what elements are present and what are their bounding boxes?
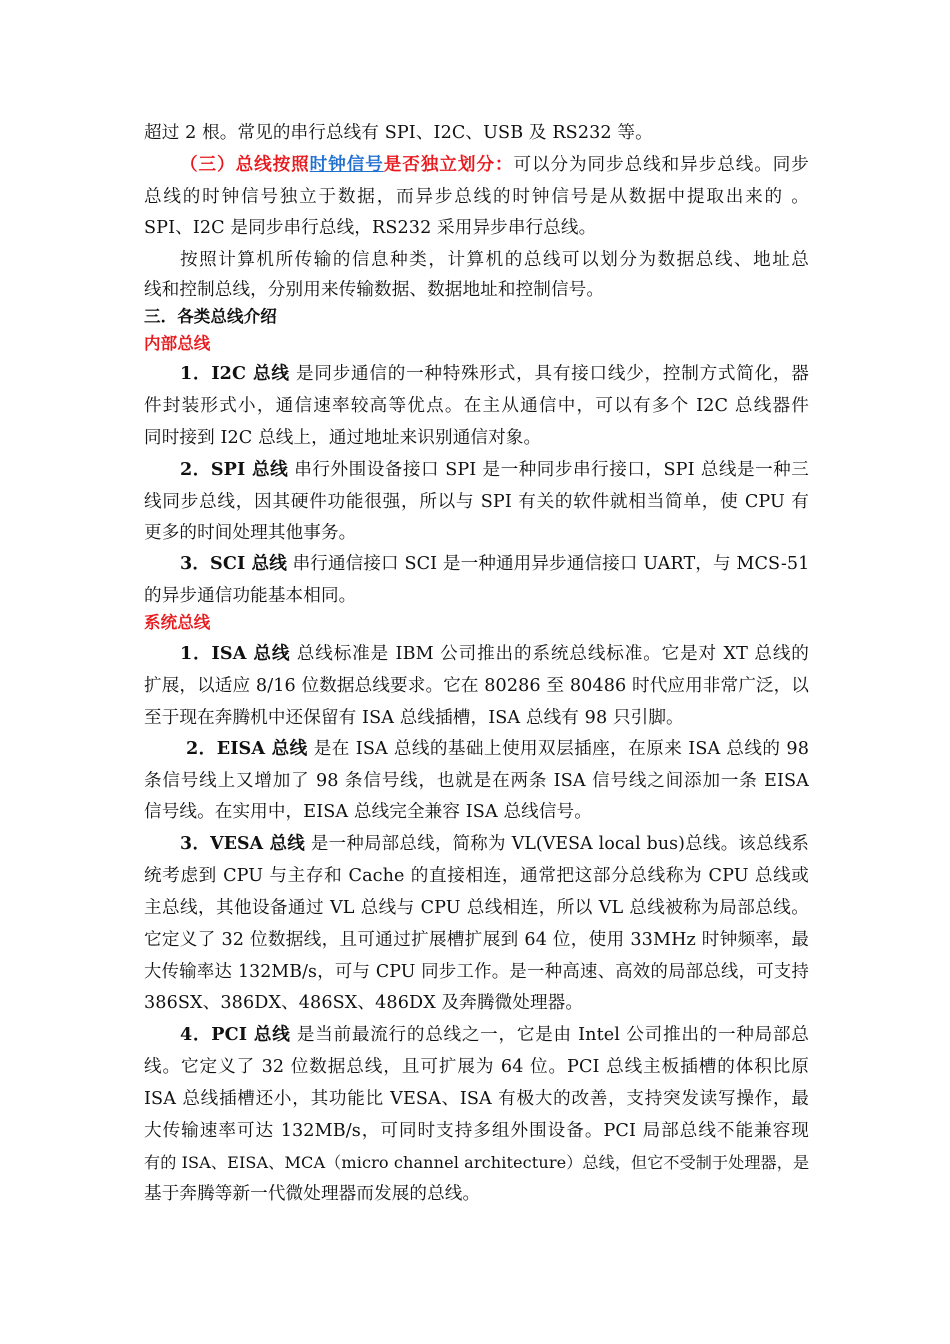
- paragraph-line: 件封装形式小，通信速率较高等优点。在主从通信中，可以有多个 I2C 总线器件: [144, 396, 809, 416]
- item-title: 3．SCI 总线: [180, 553, 287, 574]
- paragraph-line: 线同步总线，因其硬件功能很强，所以与 SPI 有关的软件就相当简单，使 CPU 有: [144, 492, 809, 512]
- paragraph-line: 更多的时间处理其他事务。: [144, 523, 357, 543]
- pci-line: [144, 1019, 809, 1051]
- item-text: 总线标准是 IBM 公司推出的系统总线标准。它是对 XT 总线的: [290, 644, 809, 664]
- subsection-heading-system-bus: 系统总线: [144, 613, 211, 632]
- paragraph-line: SPI、I2C 是同步串行总线，RS232 采用异步串行总线。: [144, 218, 597, 238]
- paragraph-line: 大传输速率可达 132MB/s，可同时支持多组外围设备。PCI 局部总线不能兼容现: [144, 1121, 809, 1141]
- sci-line: [144, 548, 809, 580]
- paragraph-line: 基于奔腾等新一代微处理器而发展的总线。: [144, 1184, 481, 1204]
- paragraph-line: 线。它定义了 32 位数据总线，且可扩展为 64 位。PCI 总线主板插槽的体积比原: [144, 1057, 809, 1077]
- paragraph-line: 条信号线上又增加了 98 条信号线，也就是在两条 ISA 信号线之间添加一条 EISA: [144, 771, 809, 791]
- paragraph-line: 主总线，其他设备通过 VL 总线与 CPU 总线相连，所以 VL 总线被称为局部总线。: [144, 898, 809, 918]
- eisa-line: [144, 733, 809, 765]
- item-text: 是在 ISA 总线的基础上使用双层插座，在原来 ISA 总线的 98: [307, 739, 809, 759]
- item-title: 1．ISA 总线: [180, 643, 291, 664]
- item-title: 2．SPI 总线: [180, 459, 289, 480]
- item-text: 是一种局部总线，简称为 VL(VESA local bus)总线。该总线系: [305, 834, 809, 854]
- paragraph-line: 总线的时钟信号独立于数据，而异步总线的时钟信号是从数据中提取出来的 。: [144, 187, 809, 207]
- i2c-line: [144, 358, 809, 390]
- section-heading: 三．各类总线介绍: [144, 307, 277, 326]
- paragraph-line: 它定义了 32 位数据线，且可通过扩展槽扩展到 64 位，使用 33MHz 时钟频率，最: [144, 930, 809, 950]
- clock-signal-link[interactable]: 时钟信号: [309, 154, 384, 175]
- section-label-tail: 是否独立划分：: [383, 154, 514, 175]
- paragraph-line: 扩展，以适应 8/16 位数据总线要求。它在 80286 至 80486 时代应用非常广泛，以: [144, 676, 809, 696]
- section-label: （三）总线按照: [180, 154, 310, 175]
- item-text: 串行外围设备接口 SPI 是一种同步串行接口，SPI 总线是一种三: [288, 460, 809, 480]
- paragraph-text: 可以分为同步总线和异步总线。同步: [513, 155, 810, 175]
- paragraph-line: 同时接到 I2C 总线上，通过地址来识别通信对象。: [144, 428, 542, 448]
- paragraph-line: 大传输率达 132MB/s，可与 CPU 同步工作。是一种高速、高效的局部总线，可支持: [144, 962, 809, 982]
- paragraph-line: ISA 总线插槽还小，其功能比 VESA、ISA 有极大的改善，支持突发读写操作，最: [144, 1089, 809, 1109]
- item-title: 3．VESA 总线: [180, 834, 306, 854]
- item-text: 串行通信接口 SCI 是一种通用异步通信接口 UART，与 MCS-51: [286, 554, 810, 574]
- paragraph-line: 有的 ISA、EISA、MCA（micro channel architecture）总线，但它不受制于处理器，是: [144, 1153, 810, 1172]
- item-title: 4．PCI 总线: [180, 1024, 291, 1045]
- spi-line: [144, 454, 809, 486]
- subsection-heading-internal-bus: 内部总线: [144, 334, 211, 353]
- paragraph-line: 信号线。在实用中，EISA 总线完全兼容 ISA 总线信号。: [144, 802, 592, 822]
- item-title: 1．I2C 总线: [180, 363, 290, 384]
- paragraph-line: 超过 2 根。常见的串行总线有 SPI、I2C、USB 及 RS232 等。: [144, 123, 653, 143]
- item-title: 2．EISA 总线: [186, 738, 308, 759]
- vesa-line: [144, 828, 809, 860]
- paragraph-line: 的异步通信功能基本相同。: [144, 586, 357, 606]
- paragraph-line: 386SX、386DX、486SX、486DX 及奔腾微处理器。: [144, 993, 584, 1013]
- paragraph-line: 按照计算机所传输的信息种类，计算机的总线可以划分为数据总线、地址总: [180, 250, 809, 270]
- paragraph-line: 统考虑到 CPU 与主存和 Cache 的直接相连，通常把这部分总线称为 CPU 总线或: [144, 866, 809, 886]
- isa-line: [144, 638, 809, 670]
- sync-async-heading-line: [144, 149, 809, 181]
- paragraph-line: 至于现在奔腾机中还保留有 ISA 总线插槽，ISA 总线有 98 只引脚。: [144, 708, 684, 728]
- item-text: 是同步通信的一种特殊形式，具有接口线少，控制方式简化，器: [289, 364, 809, 384]
- paragraph-line: 线和控制总线，分别用来传输数据、数据地址和控制信号。: [144, 280, 605, 300]
- item-text: 是当前最流行的总线之一，它是由 Intel 公司推出的一种局部总: [290, 1025, 809, 1045]
